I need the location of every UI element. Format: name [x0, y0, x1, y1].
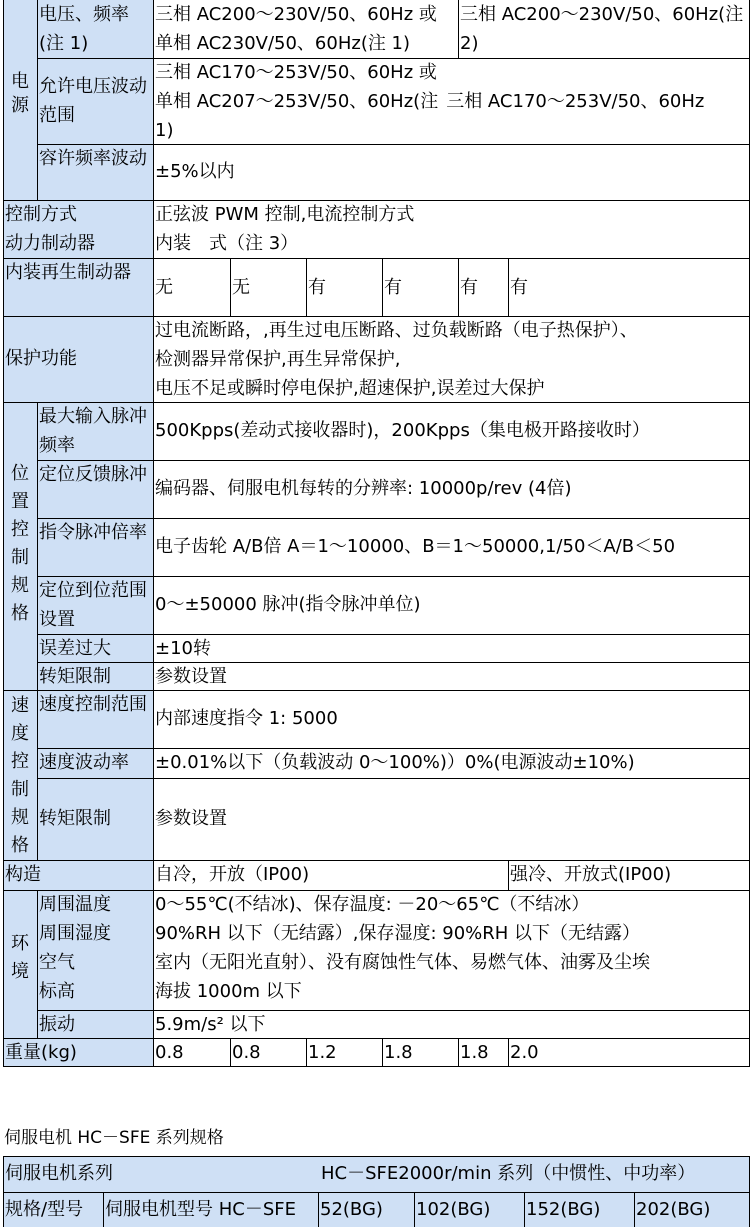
model-label: 规格/型号: [3, 1192, 103, 1227]
regen-value-1: 无: [153, 258, 230, 316]
power-group-text: 电源: [11, 71, 29, 116]
voltage-value-1: 三相 AC200～230V/50、60Hz 或 单相 AC230V/50、60Hz(注 1): [153, 0, 458, 58]
grid-line: [318, 1192, 319, 1227]
grid-line: [103, 1192, 104, 1227]
freq-value: ±5%以内: [153, 144, 750, 200]
grid-line: [37, 662, 750, 663]
grid-line: [3, 0, 4, 1066]
grid-line: [37, 0, 38, 200]
grid-line: [37, 144, 750, 145]
weight-value-1: 0.8: [153, 1038, 230, 1066]
grid-line: [382, 1038, 383, 1066]
motor-model-label: 伺服电机型号 HC－SFE: [103, 1192, 318, 1227]
structure-value-2: 强冷、开放式(IP00): [508, 860, 750, 890]
grid-line: [458, 0, 459, 58]
weight-value-3: 1.2: [306, 1038, 382, 1066]
in-pos-label: 定位到位范围设置: [37, 576, 153, 634]
grid-line: [37, 778, 750, 779]
vibration-label: 振动: [37, 1010, 153, 1038]
feedback-label: 定位反馈脉冲: [37, 460, 153, 518]
speed-ripple-label: 速度波动率: [37, 748, 153, 778]
grid-line: [3, 200, 750, 201]
weight-value-4: 1.8: [382, 1038, 458, 1066]
grid-line: [3, 1192, 750, 1193]
pos-torque-value: 参数设置: [153, 662, 750, 690]
pos-torque-label: 转矩限制: [37, 662, 153, 690]
grid-line: [37, 460, 750, 461]
grid-line: [508, 258, 509, 316]
control-label: 控制方式 动力制动器: [3, 200, 153, 258]
grid-line: [37, 402, 38, 860]
power-group-label: [3, 0, 37, 200]
in-pos-value: 0～±50000 脉冲(指令脉冲单位): [153, 576, 750, 634]
motor-heading: 伺服电机 HC－SFE 系列规格: [4, 1128, 224, 1148]
grid-line: [3, 316, 750, 317]
structure-label: 构造: [3, 860, 153, 890]
grid-line: [230, 258, 231, 316]
grid-line: [634, 1192, 635, 1227]
env-labels: 周围温度 周围湿度 空气 标高: [37, 890, 153, 1010]
weight-label: 重量(kg): [3, 1038, 153, 1066]
grid-line: [37, 518, 750, 519]
grid-line: [3, 690, 750, 691]
protect-label: 保护功能: [3, 316, 153, 402]
grid-line: [3, 1156, 4, 1227]
speed-range-label: 速度控制范围: [37, 690, 153, 748]
voltage-label: 电压、频率(注 1): [37, 0, 153, 58]
env-group-label: 环境: [3, 890, 37, 1038]
weight-value-6: 2.0: [508, 1038, 750, 1066]
series-label: 伺服电机系列: [5, 1163, 113, 1184]
series-value: HC－SFE2000r/min 系列（中惯性、中功率）: [321, 1163, 696, 1184]
model-152: 152(BG): [524, 1192, 634, 1227]
grid-line: [37, 890, 38, 1038]
grid-line: [458, 258, 459, 316]
grid-line: [3, 1066, 750, 1067]
cmd-pulse-value: 电子齿轮 A/B倍 A＝1～10000、B＝1～50000,1/50＜A/B＜50: [153, 518, 750, 576]
regen-label: 内装再生制动器: [3, 258, 153, 316]
grid-line: [508, 1038, 509, 1066]
error-value: ±10转: [153, 634, 750, 662]
env-values: 0～55℃(不结冰)、保存温度: －20～65℃（不结冰） 90%RH 以下（无结露）,保存湿度: 90%RH 以下（无结露） 室内（无阳光直射）、没有腐蚀性气体、易燃气体、油雾及尘埃 海拔 1000m 以下: [153, 890, 750, 1010]
model-202: 202(BG): [634, 1192, 750, 1227]
grid-line: [153, 0, 154, 1066]
weight-value-2: 0.8: [230, 1038, 306, 1066]
feedback-value: 编码器、伺服电机每转的分辨率: 10000p/rev (4倍): [153, 460, 750, 518]
grid-line: [3, 860, 750, 861]
grid-line: [306, 258, 307, 316]
fluct-label: 允许电压波动范围: [37, 58, 153, 144]
voltage-value-2: 三相 AC200～230V/50、60Hz(注 2): [458, 0, 750, 58]
vibration-value: 5.9m/s² 以下: [153, 1010, 750, 1038]
regen-value-2: 无: [230, 258, 306, 316]
grid-line: [382, 258, 383, 316]
series-row: [3, 1156, 750, 1192]
cmd-pulse-label: 指令脉冲倍率: [37, 518, 153, 576]
speed-ripple-value: ±0.01%以下（负载波动 0～100%)）0%(电源波动±10%): [153, 748, 750, 778]
weight-value-5: 1.8: [458, 1038, 508, 1066]
model-52: 52(BG): [318, 1192, 414, 1227]
fluct-value: 三相 AC170～253V/50、60Hz 或 单相 AC207～253V/50、60Hz(注 三相 AC170～253V/50、60Hz 1): [153, 58, 750, 144]
freq-label: 容许频率波动: [37, 144, 153, 200]
grid-line: [508, 860, 509, 890]
grid-line: [3, 258, 750, 259]
grid-line: [37, 634, 750, 635]
speed-torque-value: 参数设置: [153, 778, 750, 860]
position-group-label: 位置控制规格: [3, 402, 37, 690]
speed-range-value: 内部速度指令 1: 5000: [153, 690, 750, 748]
grid-line: [306, 1038, 307, 1066]
regen-value-3: 有: [306, 258, 382, 316]
error-label: 误差过大: [37, 634, 153, 662]
max-pulse-label: 最大输入脉冲频率: [37, 402, 153, 460]
grid-line: [37, 576, 750, 577]
grid-line: [230, 1038, 231, 1066]
grid-line: [3, 1038, 750, 1039]
structure-value-1: 自冷，开放（IP00): [153, 860, 508, 890]
regen-value-5: 有: [458, 258, 508, 316]
grid-line: [37, 58, 750, 59]
grid-line: [524, 1192, 525, 1227]
control-value: 正弦波 PWM 控制,电流控制方式 内装 式（注 3）: [153, 200, 750, 258]
grid-line: [414, 1192, 415, 1227]
regen-value-6: 有: [508, 258, 750, 316]
grid-line: [3, 890, 750, 891]
speed-torque-label: 转矩限制: [37, 778, 153, 860]
grid-line: [458, 1038, 459, 1066]
max-pulse-value: 500Kpps(差动式接收器时)，200Kpps（集电极开路接收时）: [153, 402, 750, 460]
grid-line: [37, 748, 750, 749]
grid-line: [37, 1010, 750, 1011]
speed-group-label: 速度控制规格: [3, 690, 37, 860]
grid-line: [3, 402, 750, 403]
grid-line: [3, 1156, 750, 1157]
protect-value: 过电流断路，,再生过电压断路、过负载断路（电子热保护）、 检测器异常保护,再生异常保护, 电压不足或瞬时停电保护,超速保护,误差过大保护: [153, 316, 750, 402]
regen-value-4: 有: [382, 258, 458, 316]
model-102: 102(BG): [414, 1192, 524, 1227]
